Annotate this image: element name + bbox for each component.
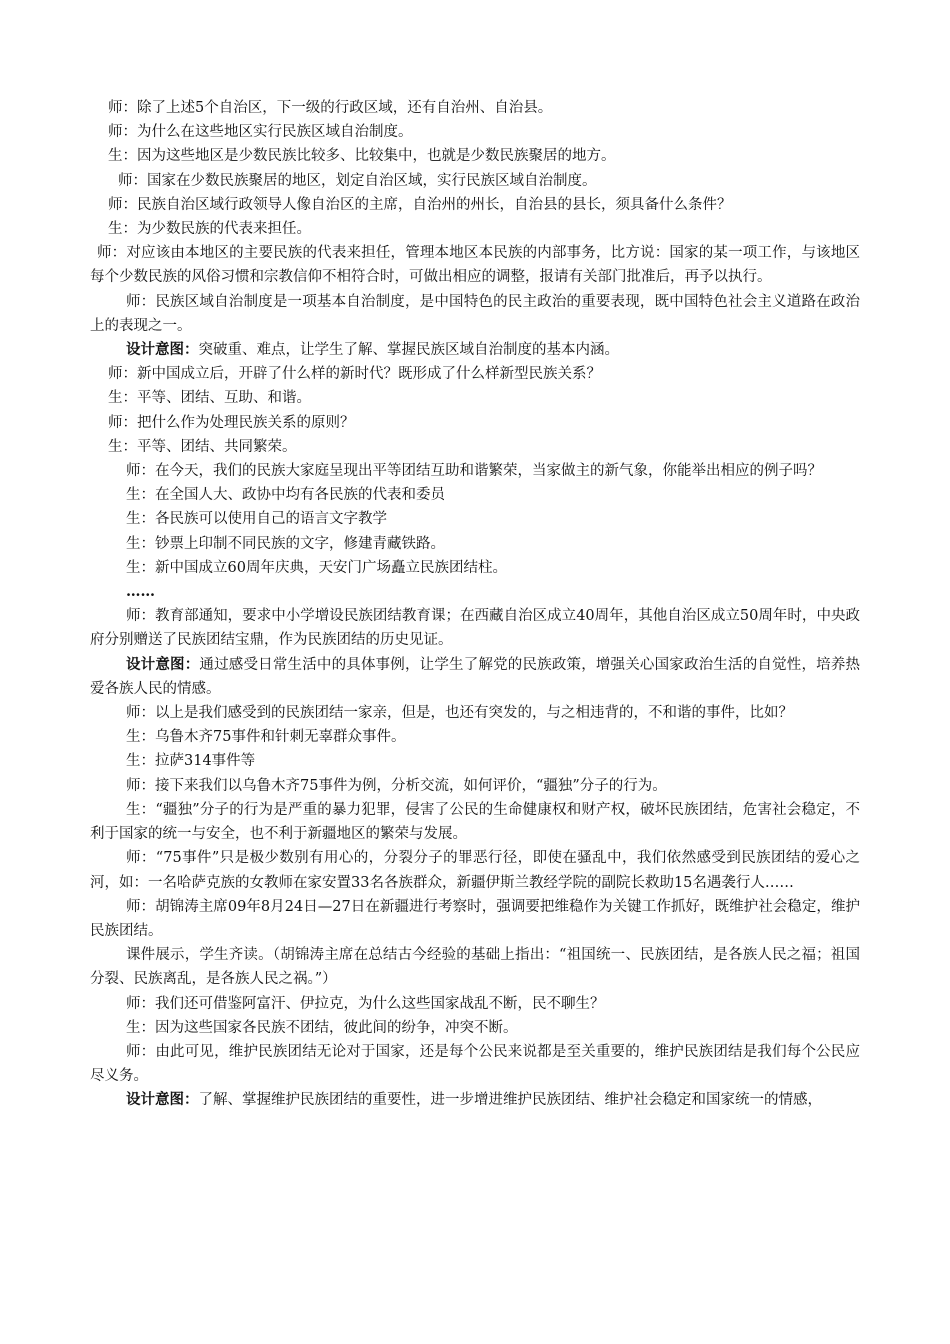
dialogue-paragraph: [90, 556, 860, 580]
dialogue-paragraph: [90, 895, 860, 943]
paragraph-text: 师：把什么作为处理民族关系的原则？: [108, 414, 355, 431]
paragraph-text: 生：平等、团结、共同繁荣。: [108, 438, 297, 455]
paragraph-text: 课件展示，学生齐读。（胡锦涛主席在总结古今经验的基础上指出：“祖国统一、民族团结，是各族人民之福；祖国分裂、民族离乱，是各族人民之祸。”）: [90, 947, 860, 988]
paragraph-text: 生：“疆独”分子的行为是严重的暴力犯罪，侵害了公民的生命健康权和财产权，破坏民族团结，危害社会稳定，不利于国家的统一与安全，也不利于新疆地区的繁荣与发展。: [90, 801, 860, 843]
design-intent-paragraph: [90, 653, 860, 701]
paragraph-text: 师：由此可见，维护民族团结无论对于国家，还是每个公民来说都是至关重要的，维护民族团结是我们每个公民应尽义务。: [90, 1043, 860, 1085]
dialogue-paragraph: [90, 943, 860, 991]
design-intent-label: 设计意图：: [126, 655, 200, 673]
paragraph-text: 师：除了上述5个自治区，下一级的行政区域，还有自治州、自治县。: [108, 100, 553, 116]
paragraph-text: 师：为什么在这些地区实行民族区域自治制度。: [108, 124, 413, 141]
paragraph-text: 突破重、难点，让学生了解、掌握民族区域自治制度的基本内涵。: [198, 342, 619, 359]
dialogue-paragraph: [90, 580, 860, 604]
paragraph-text: 生：因为这些地区是少数民族比较多、比较集中，也就是少数民族聚居的地方。: [108, 148, 616, 165]
dialogue-paragraph: [90, 96, 860, 120]
design-intent-paragraph: [90, 338, 860, 362]
dialogue-paragraph: [90, 749, 860, 773]
design-intent-paragraph: [90, 1088, 860, 1112]
design-intent-label: 设计意图：: [126, 1091, 199, 1109]
dialogue-paragraph: [90, 193, 860, 217]
paragraph-text: 师：在今天，我们的民族大家庭呈现出平等团结互助和谐繁荣，当家做主的新气象，你能举出相应的例子吗？: [126, 463, 822, 480]
paragraph-text: 生：钞票上印制不同民族的文字，修建青藏铁路。: [126, 535, 445, 552]
dialogue-paragraph: [90, 217, 860, 241]
dialogue-paragraph: [90, 604, 860, 652]
paragraph-text: 生：因为这些国家各民族不团结，彼此间的纷争，冲突不断。: [126, 1019, 518, 1036]
dialogue-paragraph: [90, 241, 860, 289]
dialogue-paragraph: [90, 992, 860, 1016]
paragraph-text: 师：国家在少数民族聚居的地区，划定自治区域，实行民族区域自治制度。: [118, 172, 597, 189]
paragraph-text: 师：对应该由本地区的主要民族的代表来担任，管理本地区本民族的内部事务，比方说：国家的某一项工作，与该地区每个少数民族的风俗习惯和宗教信仰不相符合时，可做出相应的调整，报请有关部门批准后，再予以执行。: [90, 245, 860, 286]
paragraph-text: 师：我们还可借鉴阿富汗、伊拉克，为什么这些国家战乱不断，民不聊生？: [126, 995, 605, 1012]
dialogue-paragraph: [90, 846, 860, 894]
paragraph-text: 生：乌鲁木齐75事件和针刺无辜群众事件。: [126, 729, 406, 746]
dialogue-paragraph: [90, 290, 860, 338]
paragraph-text: 师：接下来我们以乌鲁木齐75事件为例，分析交流，如何评价，“疆独”分子的行为。: [126, 777, 667, 794]
paragraph-text: 通过感受日常生活中的具体事例，让学生了解党的民族政策，增强关心国家政治生活的自觉性，培养热爱各族人民的情感。: [90, 656, 860, 697]
paragraph-text: 师：以上是我们感受到的民族团结一家亲，但是，也还有突发的，与之相违背的，不和谐的事件，比如？: [126, 705, 793, 722]
dialogue-paragraph: [90, 507, 860, 531]
dialogue-paragraph: [90, 120, 860, 144]
dialogue-paragraph: [90, 1040, 860, 1088]
dialogue-paragraph: [90, 362, 860, 386]
dialogue-paragraph: [90, 386, 860, 410]
paragraph-text: 生：各民族可以使用自己的语言文字教学: [126, 511, 387, 528]
paragraph-text: 了解、掌握维护民族团结的重要性，进一步增进维护民族团结、维护社会稳定和国家统一的情感，: [198, 1092, 822, 1109]
paragraph-text: 生：平等、团结、互助、和谐。: [108, 390, 311, 407]
paragraph-text: 生：为少数民族的代表来担任。: [108, 221, 311, 238]
paragraph-text: 师：胡锦涛主席09年8月24日—27日在新疆进行考察时，强调要把维稳作为关键工作抓好，既维护社会稳定，维护民族团结。: [90, 898, 860, 939]
dialogue-paragraph: [90, 459, 860, 483]
paragraph-text: 生：新中国成立60周年庆典，天安门广场矗立民族团结柱。: [126, 559, 507, 576]
paragraph-text: ……: [126, 583, 155, 601]
dialogue-paragraph: [90, 435, 860, 459]
document-body: [90, 96, 860, 1113]
dialogue-paragraph: [90, 798, 860, 846]
dialogue-paragraph: [90, 532, 860, 556]
dialogue-paragraph: [90, 169, 860, 193]
dialogue-paragraph: [90, 725, 860, 749]
paragraph-text: 师：民族区域自治制度是一项基本自治制度，是中国特色的民主政治的重要表现，既中国特色社会主义道路在政治上的表现之一。: [90, 293, 860, 334]
paragraph-text: 生：在全国人大、政协中均有各民族的代表和委员: [126, 487, 445, 504]
dialogue-paragraph: [90, 144, 860, 168]
dialogue-paragraph: [90, 411, 860, 435]
dialogue-paragraph: [90, 774, 860, 798]
paragraph-text: 生：拉萨314事件等: [126, 753, 256, 770]
paragraph-text: 师：教育部通知，要求中小学增设民族团结教育课；在西藏自治区成立40周年，其他自治区成立50周年时，中央政府分别赠送了民族团结宝鼎，作为民族团结的历史见证。: [90, 608, 860, 649]
dialogue-paragraph: [90, 701, 860, 725]
design-intent-label: 设计意图：: [126, 341, 199, 359]
paragraph-text: 师：“75事件”只是极少数别有用心的，分裂分子的罪恶行径，即使在骚乱中，我们依然感受到民族团结的爱心之河，如：一名哈萨克族的女教师在家安置33名各族群众，新疆伊斯兰教经学院的副院长救助15名遇袭行人……: [90, 850, 860, 891]
dialogue-paragraph: [90, 1016, 860, 1040]
paragraph-text: 师：新中国成立后，开辟了什么样的新时代？既形成了什么样新型民族关系？: [108, 366, 601, 383]
dialogue-paragraph: [90, 483, 860, 507]
paragraph-text: 师：民族自治区域行政领导人像自治区的主席，自治州的州长，自治县的县长，须具备什么条件？: [108, 196, 732, 213]
